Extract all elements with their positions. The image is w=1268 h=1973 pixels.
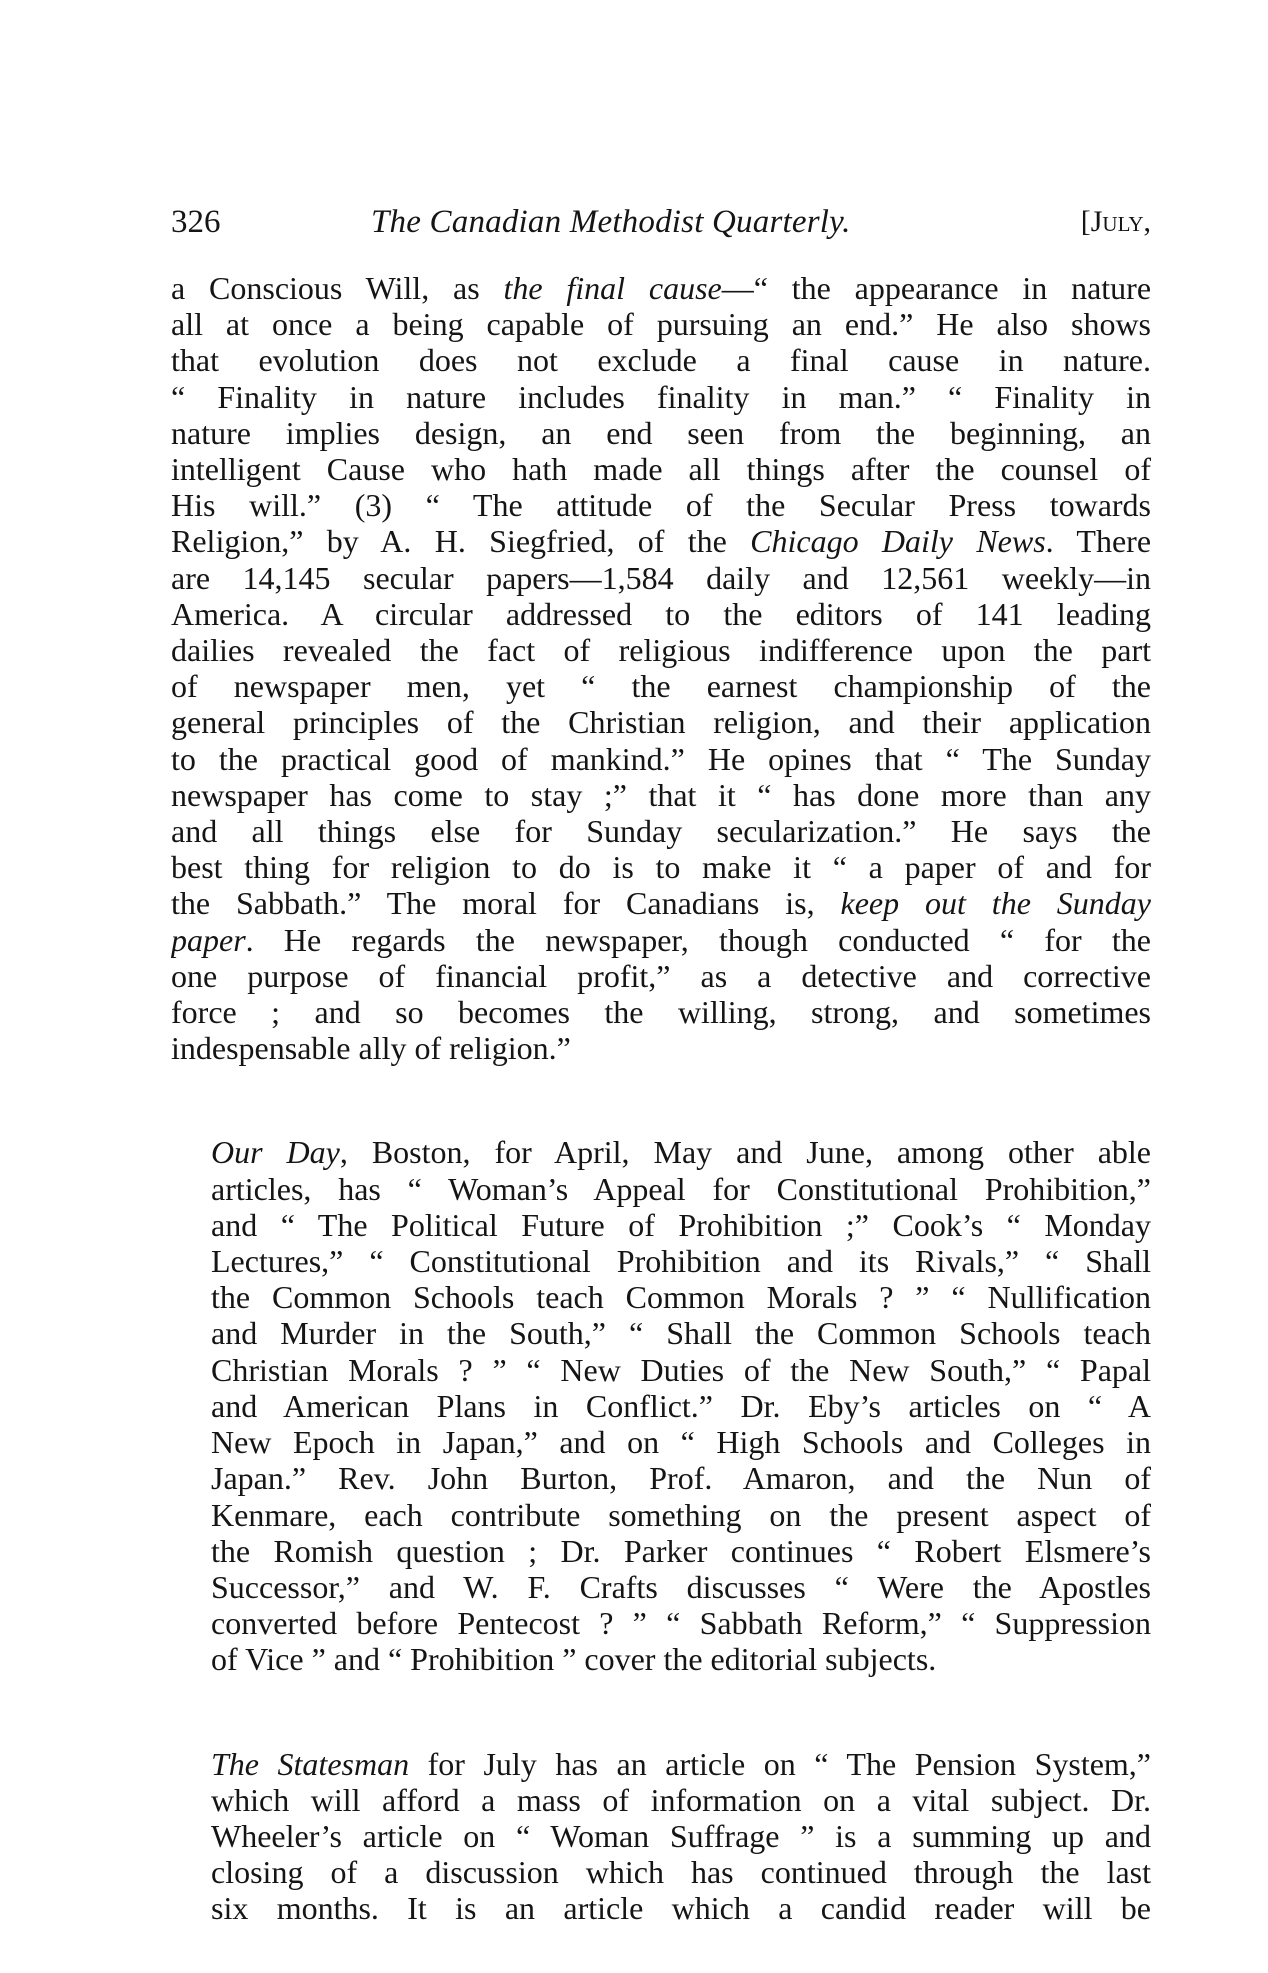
text-line: the Common Schools teach Common Morals ? ” “ Nullification [211,1279,1151,1316]
text-line: that evolution does not exclude a final cause in nature. [171,342,1151,379]
text-line: are 14,145 secular papers—1,584 daily and 12,561 weekly—in [171,559,1151,596]
text-line: of Vice ” and “ Prohibition ” cover the editorial subjects. [211,1641,937,1678]
text-line: America. A circular addressed to the editors of 141 leading [171,595,1151,632]
italic-run: paper [171,921,246,958]
text-line [171,523,1151,559]
paragraph-3 [171,1746,1151,1927]
text-run: , Boston, for April, May and June, among other able [339,1134,1151,1171]
text-line: “ Finality in nature includes finality in man.” “ Finality in [171,378,1151,415]
journal-title: The Canadian Methodist Quarterly. [371,204,851,240]
text-line: Wheeler’s article on “ Woman Suffrage ” is a summing up and [211,1817,1151,1854]
text-line [171,922,1151,958]
text-line: and American Plans in Conflict.” Dr. Eby’s articles on “ A [211,1387,1151,1424]
text-line: of newspaper men, yet “ the earnest championship of the [171,668,1151,705]
italic-run: Our Day [211,1134,340,1171]
text-line: all at once a being capable of pursuing an end.” He also shows [171,306,1151,343]
text-run: . There [1045,523,1151,560]
text-line: and Murder in the South,” “ Shall the Common Schools teach [211,1315,1151,1352]
text-line: best thing for religion to do is to make it “ a paper of and for [171,849,1151,886]
text-line: and “ The Political Future of Prohibition ;” Cook’s “ Monday [211,1206,1151,1243]
italic-run: The Statesman [211,1745,410,1782]
text-line: the Romish question ; Dr. Parker continues “ Robert Elsmere’s [211,1532,1151,1569]
text-line: Christian Morals ? ” “ New Duties of the New South,” “ Papal [211,1351,1151,1388]
text-line: one purpose of financial profit,” as a detective and corrective [171,957,1151,994]
text-run: a Conscious Will, as [171,270,504,306]
text-line: intelligent Cause who hath made all things after the counsel of [171,451,1151,488]
text-line: Japan.” Rev. John Burton, Prof. Amaron, and the Nun of [211,1460,1151,1497]
paragraph-2 [171,1134,1151,1677]
text-line: six months. It is an article which a candid reader will be [211,1890,1151,1927]
italic-run: keep out the Sunday [840,885,1151,922]
text-line [171,270,1151,306]
text-line: closing of a discussion which has continued through the last [211,1854,1151,1891]
text-line: newspaper has come to stay ;” that it “ has done more than any [171,776,1151,813]
text-run: the Sabbath.” The moral for Canadians is, [171,885,841,922]
text-line [171,1134,1151,1170]
text-line: general principles of the Christian religion, and their application [171,704,1151,741]
text-run: for July has an article on “ The Pension System,” [409,1745,1151,1782]
running-head-month: [July, [1080,205,1151,238]
text-line: to the practical good of mankind.” He opines that “ The Sunday [171,740,1151,777]
text-line: which will afford a mass of information on a vital subject. Dr. [211,1781,1151,1818]
page-number: 326 [171,204,221,240]
text-line: New Epoch in Japan,” and on “ High Schools and Colleges in [211,1424,1151,1461]
text-line [171,885,1151,921]
text-run: . He regards the newspaper, though conducted “ for the [245,921,1151,958]
text-line: Lectures,” “ Constitutional Prohibition and its Rivals,” “ Shall [211,1243,1151,1280]
running-head [171,200,1151,244]
italic-run: the final cause [503,270,722,306]
text-line: converted before Pentecost ? ” “ Sabbath Reform,” “ Suppression [211,1605,1151,1642]
text-line: force ; and so becomes the willing, strong, and sometimes [171,994,1151,1031]
text-line [171,1746,1151,1782]
text-line: His will.” (3) “ The attitude of the Secular Press towards [171,487,1151,524]
text-line: dailies revealed the fact of religious indifference upon the part [171,632,1151,669]
text-line: Successor,” and W. F. Crafts discusses “ Were the Apostles [211,1568,1151,1605]
paragraph-1 [171,270,1151,1066]
page-content [171,200,1151,1927]
italic-run: Chicago Daily News [750,523,1046,560]
text-run: Religion,” by A. H. Siegfried, of the [171,523,751,560]
text-line: nature implies design, an end seen from the beginning, an [171,414,1151,451]
text-line: indespensable ally of religion.” [171,1030,571,1067]
text-line: Kenmare, each contribute something on the present aspect of [211,1496,1151,1533]
text-run: —“ the appearance in nature [721,270,1151,306]
text-line: and all things else for Sunday secularization.” He says the [171,813,1151,850]
text-line: articles, has “ Woman’s Appeal for Constitutional Prohibition,” [211,1170,1151,1207]
